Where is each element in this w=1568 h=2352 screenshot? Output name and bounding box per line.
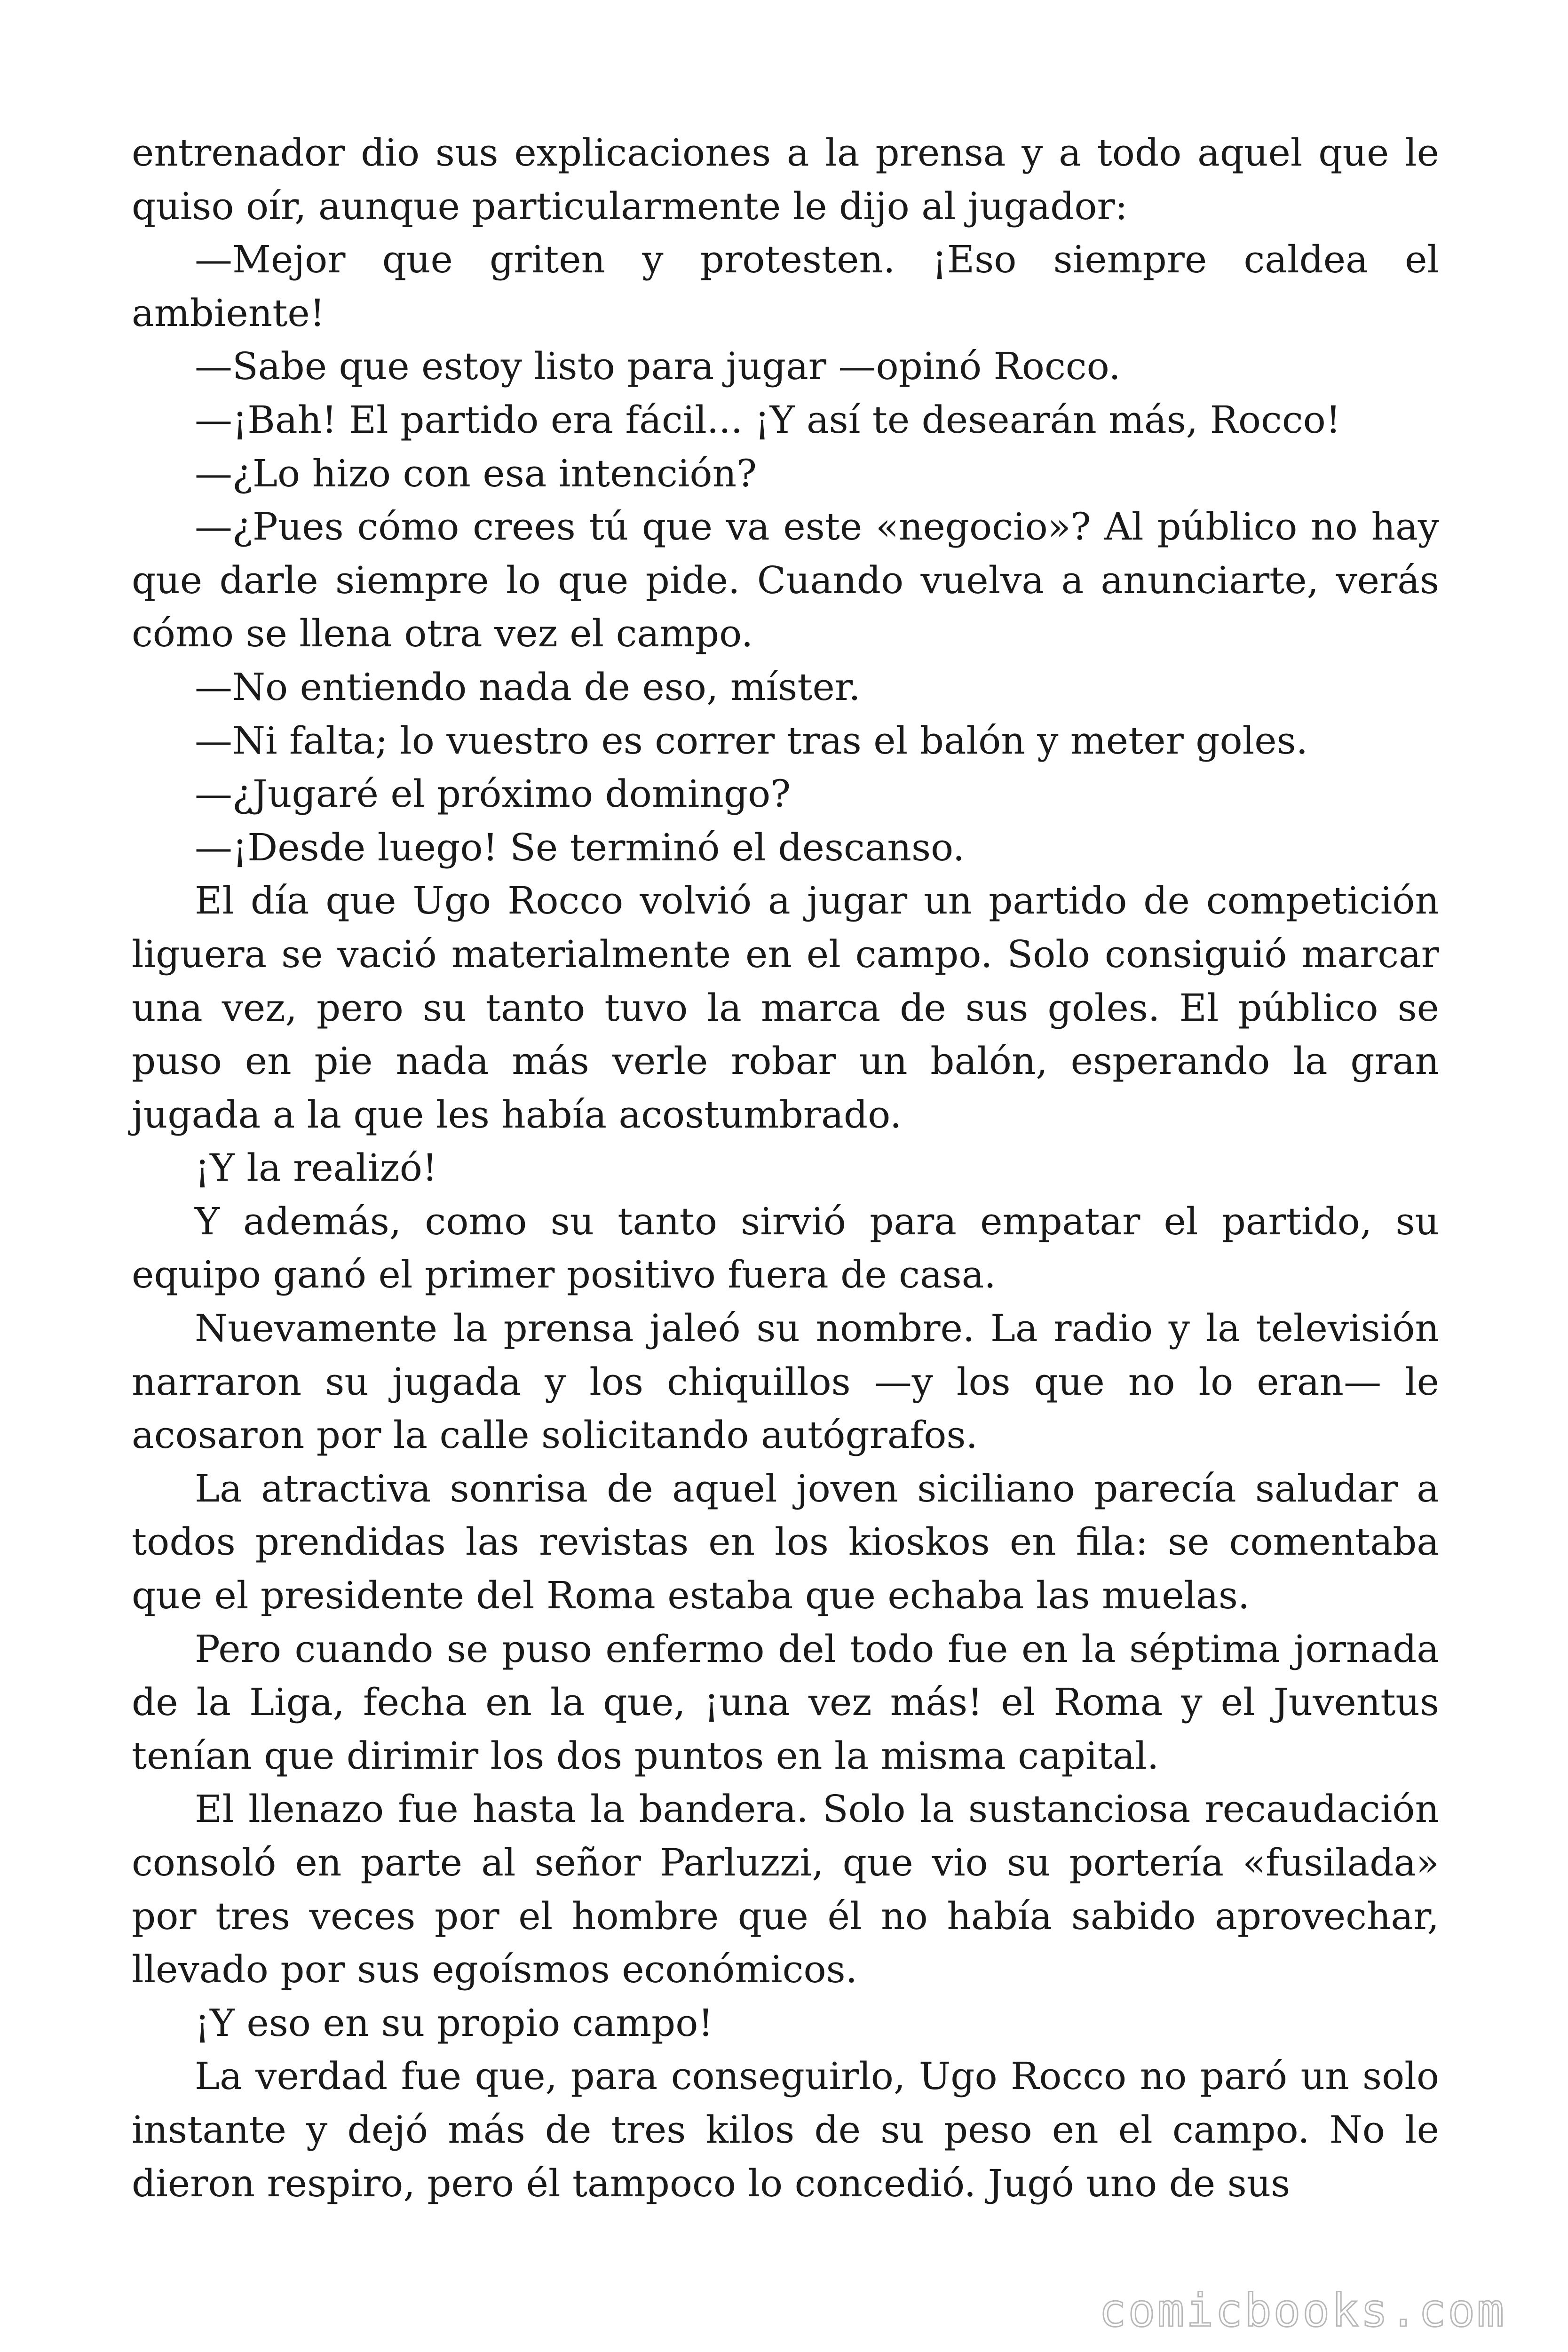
paragraph-14: Nuevamente la prensa jaleó su nombre. La radio y la televisión narraron su jugada y los chiquillos —y los que no lo eran— le acosaron por la calle solicitando autógrafos.: [132, 1306, 1439, 1457]
paragraph-5: —¿Lo hizo con esa intención?: [195, 451, 757, 495]
paragraph-13: Y además, como su tanto sirvió para empatar el partido, su equipo ganó el primer positivo fuera de casa.: [132, 1199, 1439, 1297]
paragraph-3: —Sabe que estoy listo para jugar —opinó Rocco.: [195, 344, 1121, 389]
paragraph-2: —Mejor que griten y protesten. ¡Eso siempre caldea el ambiente!: [132, 238, 1439, 335]
paragraph-17: El llenazo fue hasta la bandera. Solo la sustanciosa recaudación consoló en parte al señor Parluzzi, que vio su portería «fusilada» por tres veces por el hombre que él no había sabido aprovechar, llevado por sus egoísmos económicos.: [132, 1787, 1439, 1992]
paragraph-4: —¡Bah! El partido era fácil... ¡Y así te desearán más, Rocco!: [195, 397, 1341, 442]
paragraph-19: La verdad fue que, para conseguirlo, Ugo Rocco no paró un solo instante y dejó más de tres kilos de su peso en el campo. No le dieron respiro, pero él tampoco lo concedió. Jugó uno de sus: [132, 2054, 1439, 2205]
watermark: comicbooks.com: [1099, 2284, 1506, 2337]
paragraph-12: ¡Y la realizó!: [195, 1146, 438, 1190]
paragraph-15: La atractiva sonrisa de aquel joven siciliano parecía saludar a todos prendidas las revistas en los kioskos en fila: se comentaba que el presidente del Roma estaba que echaba las muelas.: [132, 1466, 1439, 1618]
paragraph-6: —¿Pues cómo crees tú que va este «negocio»? Al público no hay que darle siempre lo que pide. Cuando vuelva a anunciarte, verás cómo se llena otra vez el campo.: [132, 505, 1439, 656]
paragraph-10: —¡Desde luego! Se terminó el descanso.: [195, 825, 965, 869]
paragraph-9: —¿Jugaré el próximo domingo?: [195, 772, 791, 816]
paragraph-16: Pero cuando se puso enfermo del todo fue en la séptima jornada de la Liga, fecha en la que, ¡una vez más! el Roma y el Juventus tenían que dirimir los dos puntos en la misma capital.: [132, 1627, 1439, 1778]
paragraph-8: —Ni falta; lo vuestro es correr tras el balón y meter goles.: [195, 718, 1308, 763]
paragraph-11: El día que Ugo Rocco volvió a jugar un partido de competición liguera se vació materialmente en el campo. Solo consiguió marcar una vez, pero su tanto tuvo la marca de sus goles. El público se puso en pie nada más verle robar un balón, esperando la gran jugada a la que les había acostumbrado.: [132, 879, 1439, 1136]
paragraph-7: —No entiendo nada de eso, míster.: [195, 665, 861, 709]
paragraph-1: entrenador dio sus explicaciones a la prensa y a todo aquel que le quiso oír, aunque particularmente le dijo al jugador:: [132, 131, 1439, 228]
paragraph-18: ¡Y eso en su propio campo!: [195, 2001, 713, 2045]
body-text: [132, 126, 1439, 2210]
